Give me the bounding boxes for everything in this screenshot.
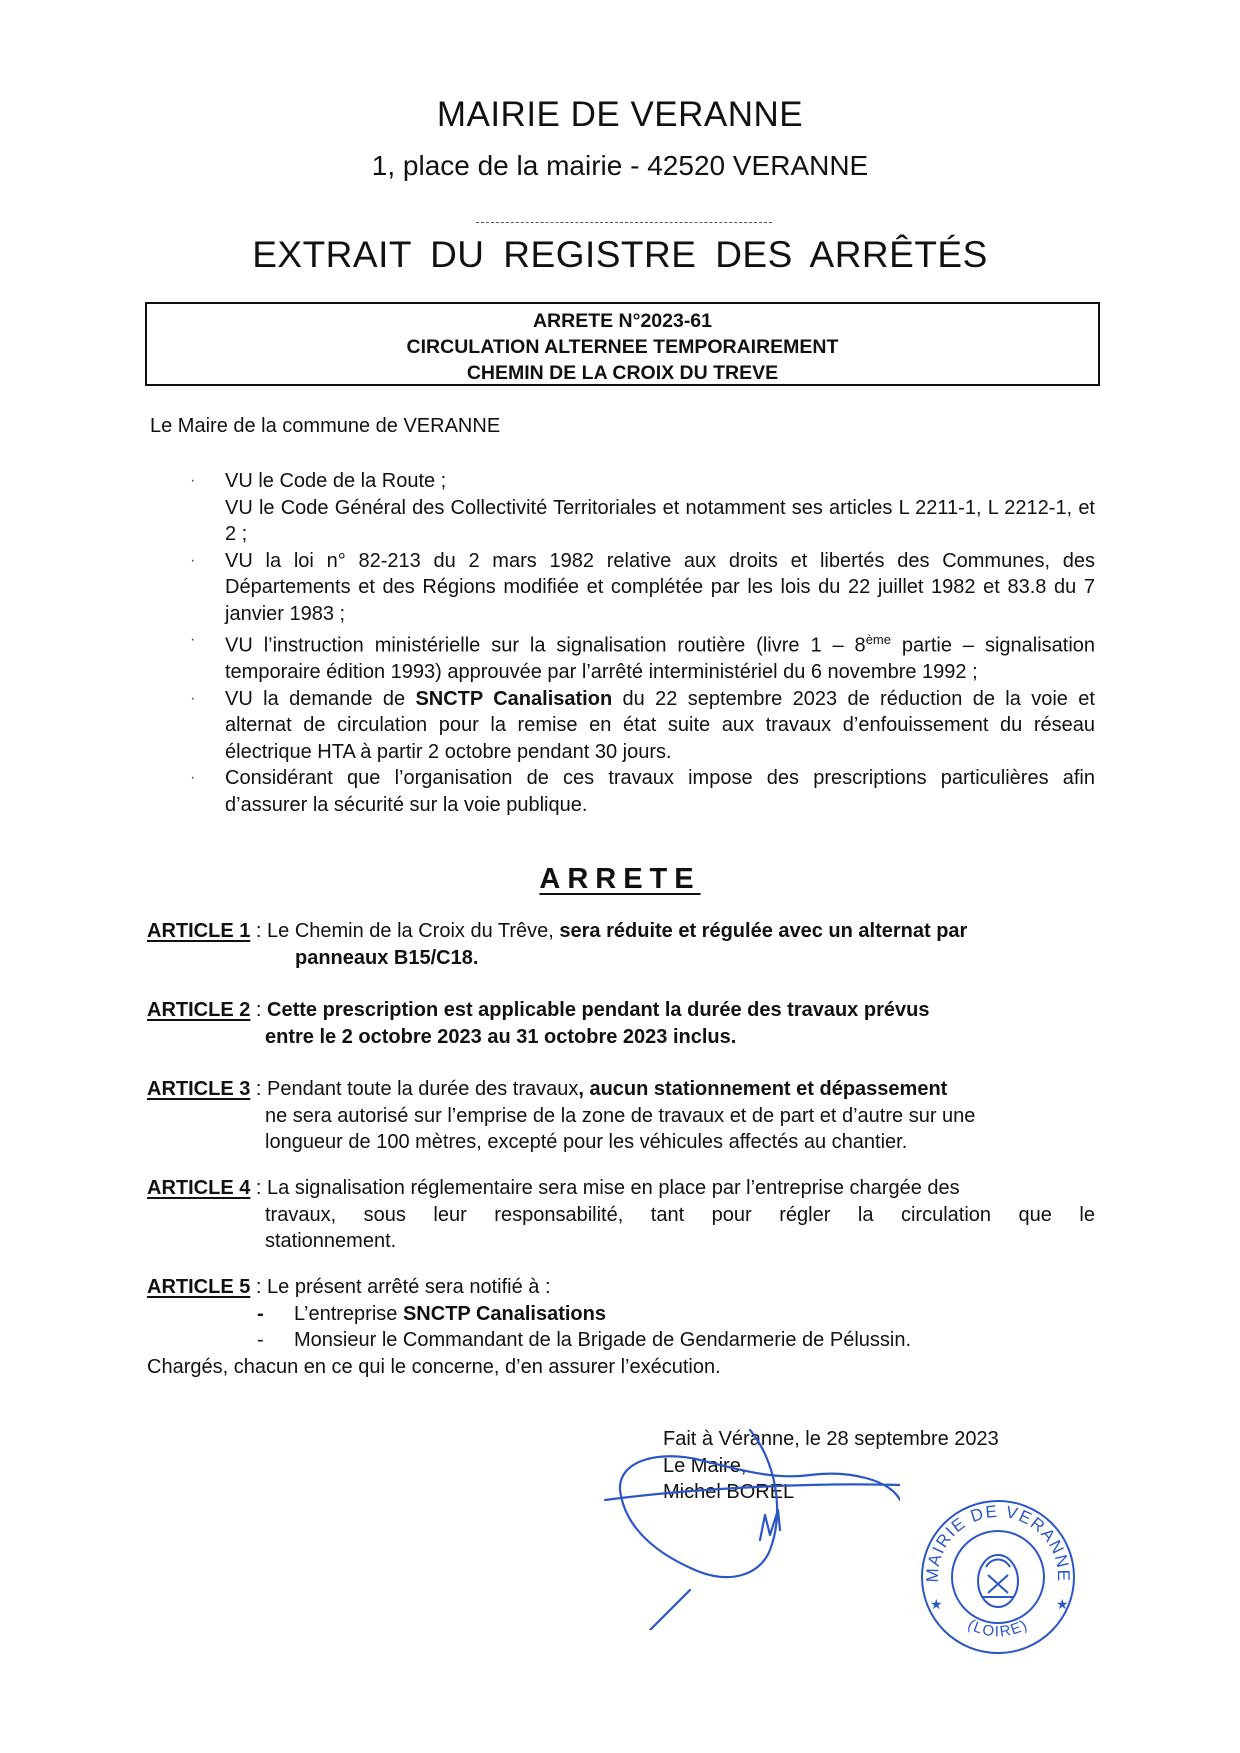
bullet-icon: ·: [190, 551, 196, 569]
article-2-head: ARTICLE 2: [147, 999, 251, 1021]
arrete-heading: [0, 863, 1240, 896]
article-3-text: Pendant toute la durée des travaux: [267, 1078, 579, 1100]
vu-line: VU la loi n° 82-213 du 2 mars 1982 relative aux droits et libertés des Communes, des Départements et des Régions modifiée et complétée par les lois du 22 juillet 1982 et 83.8 du 7 janvier 1983 ;: [225, 549, 1095, 625]
arrete-subject-line2: CHEMIN DE LA CROIX DU TREVE: [466, 362, 779, 384]
vu-item: [190, 468, 1095, 548]
recipient-1-bold: SNCTP Canalisations: [402, 1302, 606, 1325]
svg-text:MAIRIE DE VERANNE: [923, 1502, 1073, 1583]
article-5-text: Le présent arrêté sera notifié à :: [267, 1276, 551, 1298]
vu-line: VU le Code de la Route ;: [225, 470, 447, 492]
vu-text: VU l’instruction ministérielle sur la signalisation routière (livre 1 – 8: [225, 634, 866, 657]
vu-text: VU la demande de: [225, 687, 416, 710]
arrete-number: ARRETE N°2023-61: [532, 310, 713, 332]
dash-icon: -: [257, 1302, 264, 1325]
article-3: [147, 1076, 1095, 1156]
article-3-bold: , aucun stationnement et dépassement: [578, 1078, 948, 1100]
bullet-icon: ·: [190, 472, 196, 489]
recipient-1-text: L’entreprise: [294, 1302, 403, 1325]
article-4-head: ARTICLE 4: [147, 1177, 251, 1199]
header-divider: [476, 222, 772, 223]
article-sep: :: [250, 920, 268, 942]
article-5: [147, 1274, 1095, 1380]
article-3-line2: ne sera autorisé sur l’emprise de la zone de travaux et de part et d’autre sur une: [265, 1104, 976, 1127]
vu-list: [190, 468, 1095, 818]
article-1-head: ARTICLE 1: [147, 920, 251, 942]
vu-line: Considérant que l’organisation de ces travaux impose des prescriptions particulières afin d’assurer la sécurité sur la voie publique.: [225, 767, 1095, 816]
signoff-place-date: Fait à Véranne, le 28 septembre 2023: [663, 1428, 999, 1450]
arrete-subject-line1: CIRCULATION ALTERNEE TEMPORAIREMENT: [406, 336, 839, 358]
article-1: [147, 918, 1095, 971]
svg-text:(LOIRE): [965, 1616, 1031, 1640]
vu-item: [190, 686, 1095, 766]
article-5-head: ARTICLE 5: [147, 1276, 251, 1298]
recipient-item: [147, 1301, 1095, 1328]
article-sep: :: [250, 1276, 268, 1298]
article-sep: :: [250, 1078, 268, 1100]
vu-item: [190, 765, 1095, 818]
article-4-line3: stationnement.: [265, 1230, 397, 1252]
article-sep: :: [250, 999, 268, 1021]
mayor-intro: Le Maire de la commune de VERANNE: [150, 415, 501, 437]
stamp-star-icon: ★: [930, 1596, 943, 1612]
stamp-star-icon: ★: [1056, 1596, 1069, 1612]
closing-statement: Chargés, chacun en ce qui le concerne, d’en assurer l’exécution.: [147, 1355, 721, 1378]
article-4-line2: travaux, sous leur responsabilité, tant pour régler la circulation que le: [265, 1203, 1095, 1226]
bullet-icon: ·: [190, 689, 196, 707]
dash-icon: -: [257, 1329, 264, 1351]
vu-bold-company: SNCTP Canalisation: [415, 687, 613, 710]
signoff-name: Michel BOREL: [663, 1481, 795, 1503]
article-2-bold-cont: entre le 2 octobre 2023 au 31 octobre 2023 inclus.: [265, 1025, 737, 1048]
bullet-icon: ·: [190, 769, 196, 787]
article-3-line3: longueur de 100 mètres, excepté pour les véhicules affectés au chantier.: [265, 1131, 908, 1153]
article-1-bold-cont: panneaux B15/C18.: [295, 946, 479, 969]
vu-item: [190, 627, 1095, 686]
vu-text: du 22 septembre 2023 de réduction de la voie et alternat de circulation pour la remise en état suite aux travaux d’enfouissement du réseau électrique HTA à partir 2 octobre pendant 30 jours.: [225, 687, 1095, 763]
vu-item: [190, 548, 1095, 628]
article-3-head: ARTICLE 3: [147, 1078, 251, 1100]
article-1-bold: sera réduite et régulée avec un alternat par: [559, 920, 968, 942]
recipient-2-text: Monsieur le Commandant de la Brigade de Gendarmerie de Pélussin.: [294, 1329, 912, 1351]
bullet-icon: ·: [190, 631, 196, 648]
article-2: [147, 997, 1095, 1050]
stamp-top-text: MAIRIE DE VERANNE: [922, 1501, 1074, 1583]
article-4-text: La signalisation réglementaire sera mise en place par l’entreprise chargée des: [267, 1177, 960, 1199]
recipient-item: [147, 1327, 1095, 1354]
handwritten-signature: [600, 1390, 900, 1630]
article-2-bold: Cette prescription est applicable pendant la durée des travaux prévus: [267, 999, 930, 1021]
mairie-stamp-seal: [918, 1497, 1078, 1657]
signoff-role: Le Maire,: [663, 1454, 747, 1477]
arrete-title-box: [145, 302, 1100, 386]
article-4: [147, 1175, 1095, 1255]
mairie-address: 1, place de la mairie - 42520 VERANNE: [371, 150, 869, 181]
stamp-bottom-text: (LOIRE): [964, 1616, 1032, 1641]
registry-title: EXTRAIT DU REGISTRE DES ARRÊTÉS: [252, 234, 988, 275]
mairie-title: MAIRIE DE VERANNE: [436, 95, 804, 134]
vu-line: VU le Code Général des Collectivité Territoriales et notamment ses articles L 2211-1, L 2212-1, et 2 ;: [225, 496, 1095, 545]
vu-text: partie – signalisation temporaire édition 1993) approuvée par l’arrêté interministériel du 6 novembre 1992 ;: [225, 634, 1096, 684]
article-1-text: Le Chemin de la Croix du Trêve,: [267, 920, 560, 942]
arrete-heading-text: ARRETE: [539, 863, 701, 895]
vu-superscript: ème: [865, 632, 891, 647]
article-sep: :: [250, 1177, 268, 1199]
